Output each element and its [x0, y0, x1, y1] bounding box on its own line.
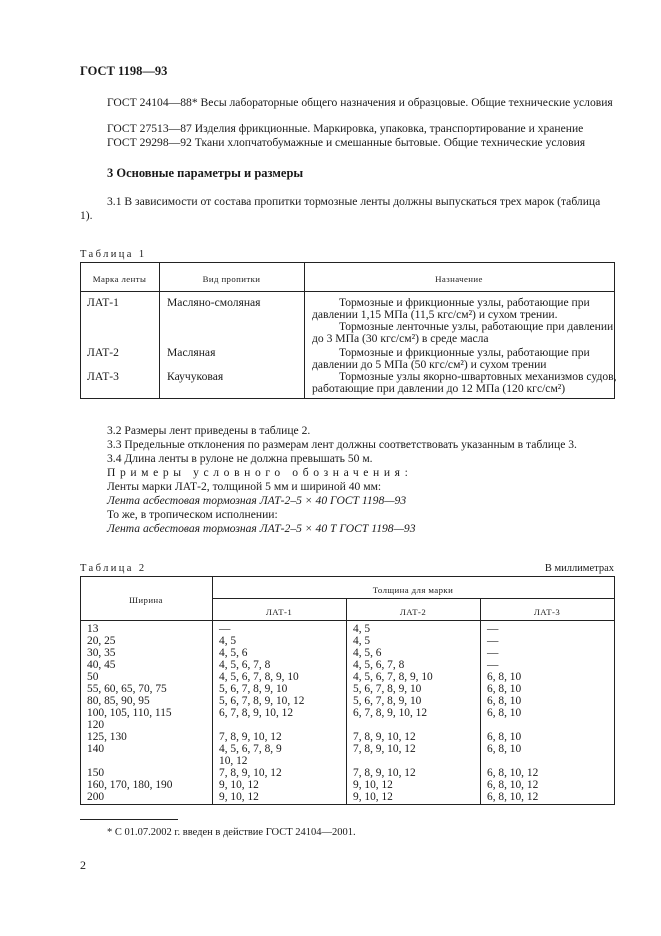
table2-cell-lat1: 10, 12: [219, 755, 248, 767]
table2-cell-lat1: 4, 5, 6, 7, 8: [219, 659, 271, 671]
table2-cell-lat1: 4, 5, 6, 7, 8, 9, 10: [219, 671, 299, 683]
table1-row-purpose-line: Тормозные и фрикционные узлы, работающие при: [339, 296, 590, 309]
table2-cell-width: 120: [87, 719, 105, 731]
ref-gost-24104: ГОСТ 24104—88* Весы лабораторные общего назначения и образцовые. Общие технические условия: [107, 96, 613, 109]
table1-header-mark: Марка ленты: [92, 274, 147, 284]
table2-cell-lat3: 6, 8, 10: [487, 695, 522, 707]
table1-row-purpose-line: Тормозные узлы якорно-швартовных механизмов судов,: [339, 370, 617, 383]
table2-cell-lat3: 6, 8, 10: [487, 707, 522, 719]
table2-cell-lat1: 5, 6, 7, 8, 9, 10, 12: [219, 695, 305, 707]
table1-row-type: Масляная: [167, 346, 216, 359]
table2-cell-width: 140: [87, 743, 105, 755]
table2-cell-lat1: 4, 5, 6, 7, 8, 9: [219, 743, 282, 755]
table2-cell-width: 125, 130: [87, 731, 127, 743]
section-title: 3 Основные параметры и размеры: [107, 166, 304, 180]
table2-cell-width: 80, 85, 90, 95: [87, 695, 150, 707]
table2-cell-lat3: 6, 8, 10, 12: [487, 779, 539, 791]
example-2-caption: То же, в тропическом исполнении:: [107, 508, 278, 521]
table1-row-purpose-line: давлении 1,15 МПа (11,5 кгс/см²) и сухом трении.: [312, 308, 558, 321]
table2-cell-lat3: 6, 8, 10: [487, 683, 522, 695]
table2-cell-lat2: 5, 6, 7, 8, 9, 10: [353, 683, 422, 695]
table2-cell-width: 160, 170, 180, 190: [87, 779, 173, 791]
table2-cell-width: 20, 25: [87, 635, 116, 647]
table2-header-thickness: Толщина для марки: [372, 585, 454, 595]
table1-row-type: Каучуковая: [167, 370, 224, 383]
table1-header-type: Вид пропитки: [202, 274, 261, 284]
table2-cell-lat3: 6, 8, 10, 12: [487, 791, 539, 803]
table1-row-purpose-line: работающие при давлении до 12 МПа (120 кгс/см²): [312, 382, 566, 395]
table1-row-purpose-line: до 3 МПа (30 кгс/см²) в среде масла: [312, 332, 489, 345]
table2-cell-lat2: 9, 10, 12: [353, 779, 393, 791]
paragraph-3-2: 3.2 Размеры лент приведены в таблице 2.: [107, 424, 311, 437]
table1-row-purpose-line: давлении до 5 МПа (50 кгс/см²) и сухом трении: [312, 358, 547, 371]
table1-row-mark: ЛАТ-3: [87, 370, 119, 383]
table2-cell-lat3: 6, 8, 10, 12: [487, 767, 539, 779]
table2-cell-lat3: —: [487, 647, 499, 659]
example-1-code: Лента асбестовая тормозная ЛАТ-2–5 × 40 ГОСТ 1198—93: [107, 494, 407, 507]
ref-gost-27513: ГОСТ 27513—87 Изделия фрикционные. Маркировка, упаковка, транспортирование и хранение: [107, 122, 584, 135]
table2-cell-width: 40, 45: [87, 659, 116, 671]
table2-cell-lat3: —: [487, 659, 499, 671]
table2-cell-lat2: 4, 5, 6, 7, 8, 9, 10: [353, 671, 433, 683]
table1-row-type: Масляно-смоляная: [167, 296, 261, 309]
table2-subheader-lat2: ЛАТ-2: [399, 607, 427, 617]
table1-row-mark: ЛАТ-2: [87, 346, 119, 359]
footnote: * С 01.07.2002 г. введен в действие ГОСТ 24104—2001.: [107, 827, 356, 838]
footnote-rule: [80, 819, 178, 820]
table2-unit-note: В миллиметрах: [544, 563, 614, 574]
table2-cell-lat2: 4, 5, 6: [353, 647, 382, 659]
table2-header-width: Ширина: [129, 595, 163, 605]
table2-cell-width: 150: [87, 767, 105, 779]
table2-cell-lat2: 4, 5, 6, 7, 8: [353, 659, 405, 671]
table1-row-purpose-line: Тормозные ленточные узлы, работающие при давлении: [339, 320, 614, 333]
table2-cell-lat3: 6, 8, 10: [487, 731, 522, 743]
table2-cell-lat1: 9, 10, 12: [219, 791, 259, 803]
table2-cell-lat3: 6, 8, 10: [487, 671, 522, 683]
example-2-code: Лента асбестовая тормозная ЛАТ-2–5 × 40 Т ГОСТ 1198—93: [107, 522, 416, 535]
table2-cell-width: 55, 60, 65, 70, 75: [87, 683, 167, 695]
table1-row-mark: ЛАТ-1: [87, 296, 119, 309]
table2-cell-lat2: 4, 5: [353, 635, 371, 647]
examples-title: Примеры условного обозначения:: [107, 466, 413, 479]
table2-cell-width: 200: [87, 791, 105, 803]
table2-cell-lat1: 9, 10, 12: [219, 779, 259, 791]
table2-cell-lat1: 7, 8, 9, 10, 12: [219, 731, 282, 743]
example-1-caption: Ленты марки ЛАТ-2, толщиной 5 мм и шириной 40 мм:: [107, 480, 382, 493]
page-number: 2: [80, 858, 86, 872]
table2-cell-lat2: 7, 8, 9, 10, 12: [353, 767, 416, 779]
table2-cell-lat2: 5, 6, 7, 8, 9, 10: [353, 695, 422, 707]
table2-cell-lat1: 4, 5, 6: [219, 647, 248, 659]
table2-cell-width: 100, 105, 110, 115: [87, 707, 172, 719]
table1-header-purpose: Назначение: [435, 274, 483, 284]
table1-row-purpose-line: Тормозные и фрикционные узлы, работающие при: [339, 346, 590, 359]
table2-cell-width: 50: [87, 671, 99, 683]
paragraph-3-1: 3.1 В зависимости от состава пропитки тормозные ленты должны выпускаться трех марок (таблица 1).: [80, 195, 601, 222]
table2-cell-lat2: 7, 8, 9, 10, 12: [353, 731, 416, 743]
table2-cell-lat3: 6, 8, 10: [487, 743, 522, 755]
table2-cell-lat3: —: [487, 635, 499, 647]
table2-cell-lat2: 4, 5: [353, 623, 371, 635]
table2-cell-lat2: 7, 8, 9, 10, 12: [353, 743, 416, 755]
table2-subheader-lat3: ЛАТ-3: [533, 607, 561, 617]
table2-cell-lat2: 9, 10, 12: [353, 791, 393, 803]
table2-subheader-lat1: ЛАТ-1: [265, 607, 293, 617]
table2-cell-width: 13: [87, 623, 99, 635]
table2-cell-lat1: —: [219, 623, 231, 635]
ref-gost-29298: ГОСТ 29298—92 Ткани хлопчатобумажные и смешанные бытовые. Общие технические условия: [107, 136, 586, 149]
table2-cell-lat3: —: [487, 623, 499, 635]
table2-cell-lat1: 4, 5: [219, 635, 237, 647]
table2-label: Таблица 2: [80, 563, 147, 574]
document-id: ГОСТ 1198—93: [80, 64, 168, 78]
table2-cell-lat1: 7, 8, 9, 10, 12: [219, 767, 282, 779]
table2-cell-lat2: 6, 7, 8, 9, 10, 12: [353, 707, 428, 719]
table2-cell-lat1: 5, 6, 7, 8, 9, 10: [219, 683, 288, 695]
table2-cell-lat1: 6, 7, 8, 9, 10, 12: [219, 707, 294, 719]
paragraph-3-3: 3.3 Предельные отклонения по размерам лент должны соответствовать указанным в таблице 3.: [107, 438, 577, 451]
paragraph-3-4: 3.4 Длина ленты в рулоне не должна превышать 50 м.: [107, 452, 373, 465]
table1-label: Таблица 1: [80, 249, 147, 260]
table2-cell-width: 30, 35: [87, 647, 116, 659]
